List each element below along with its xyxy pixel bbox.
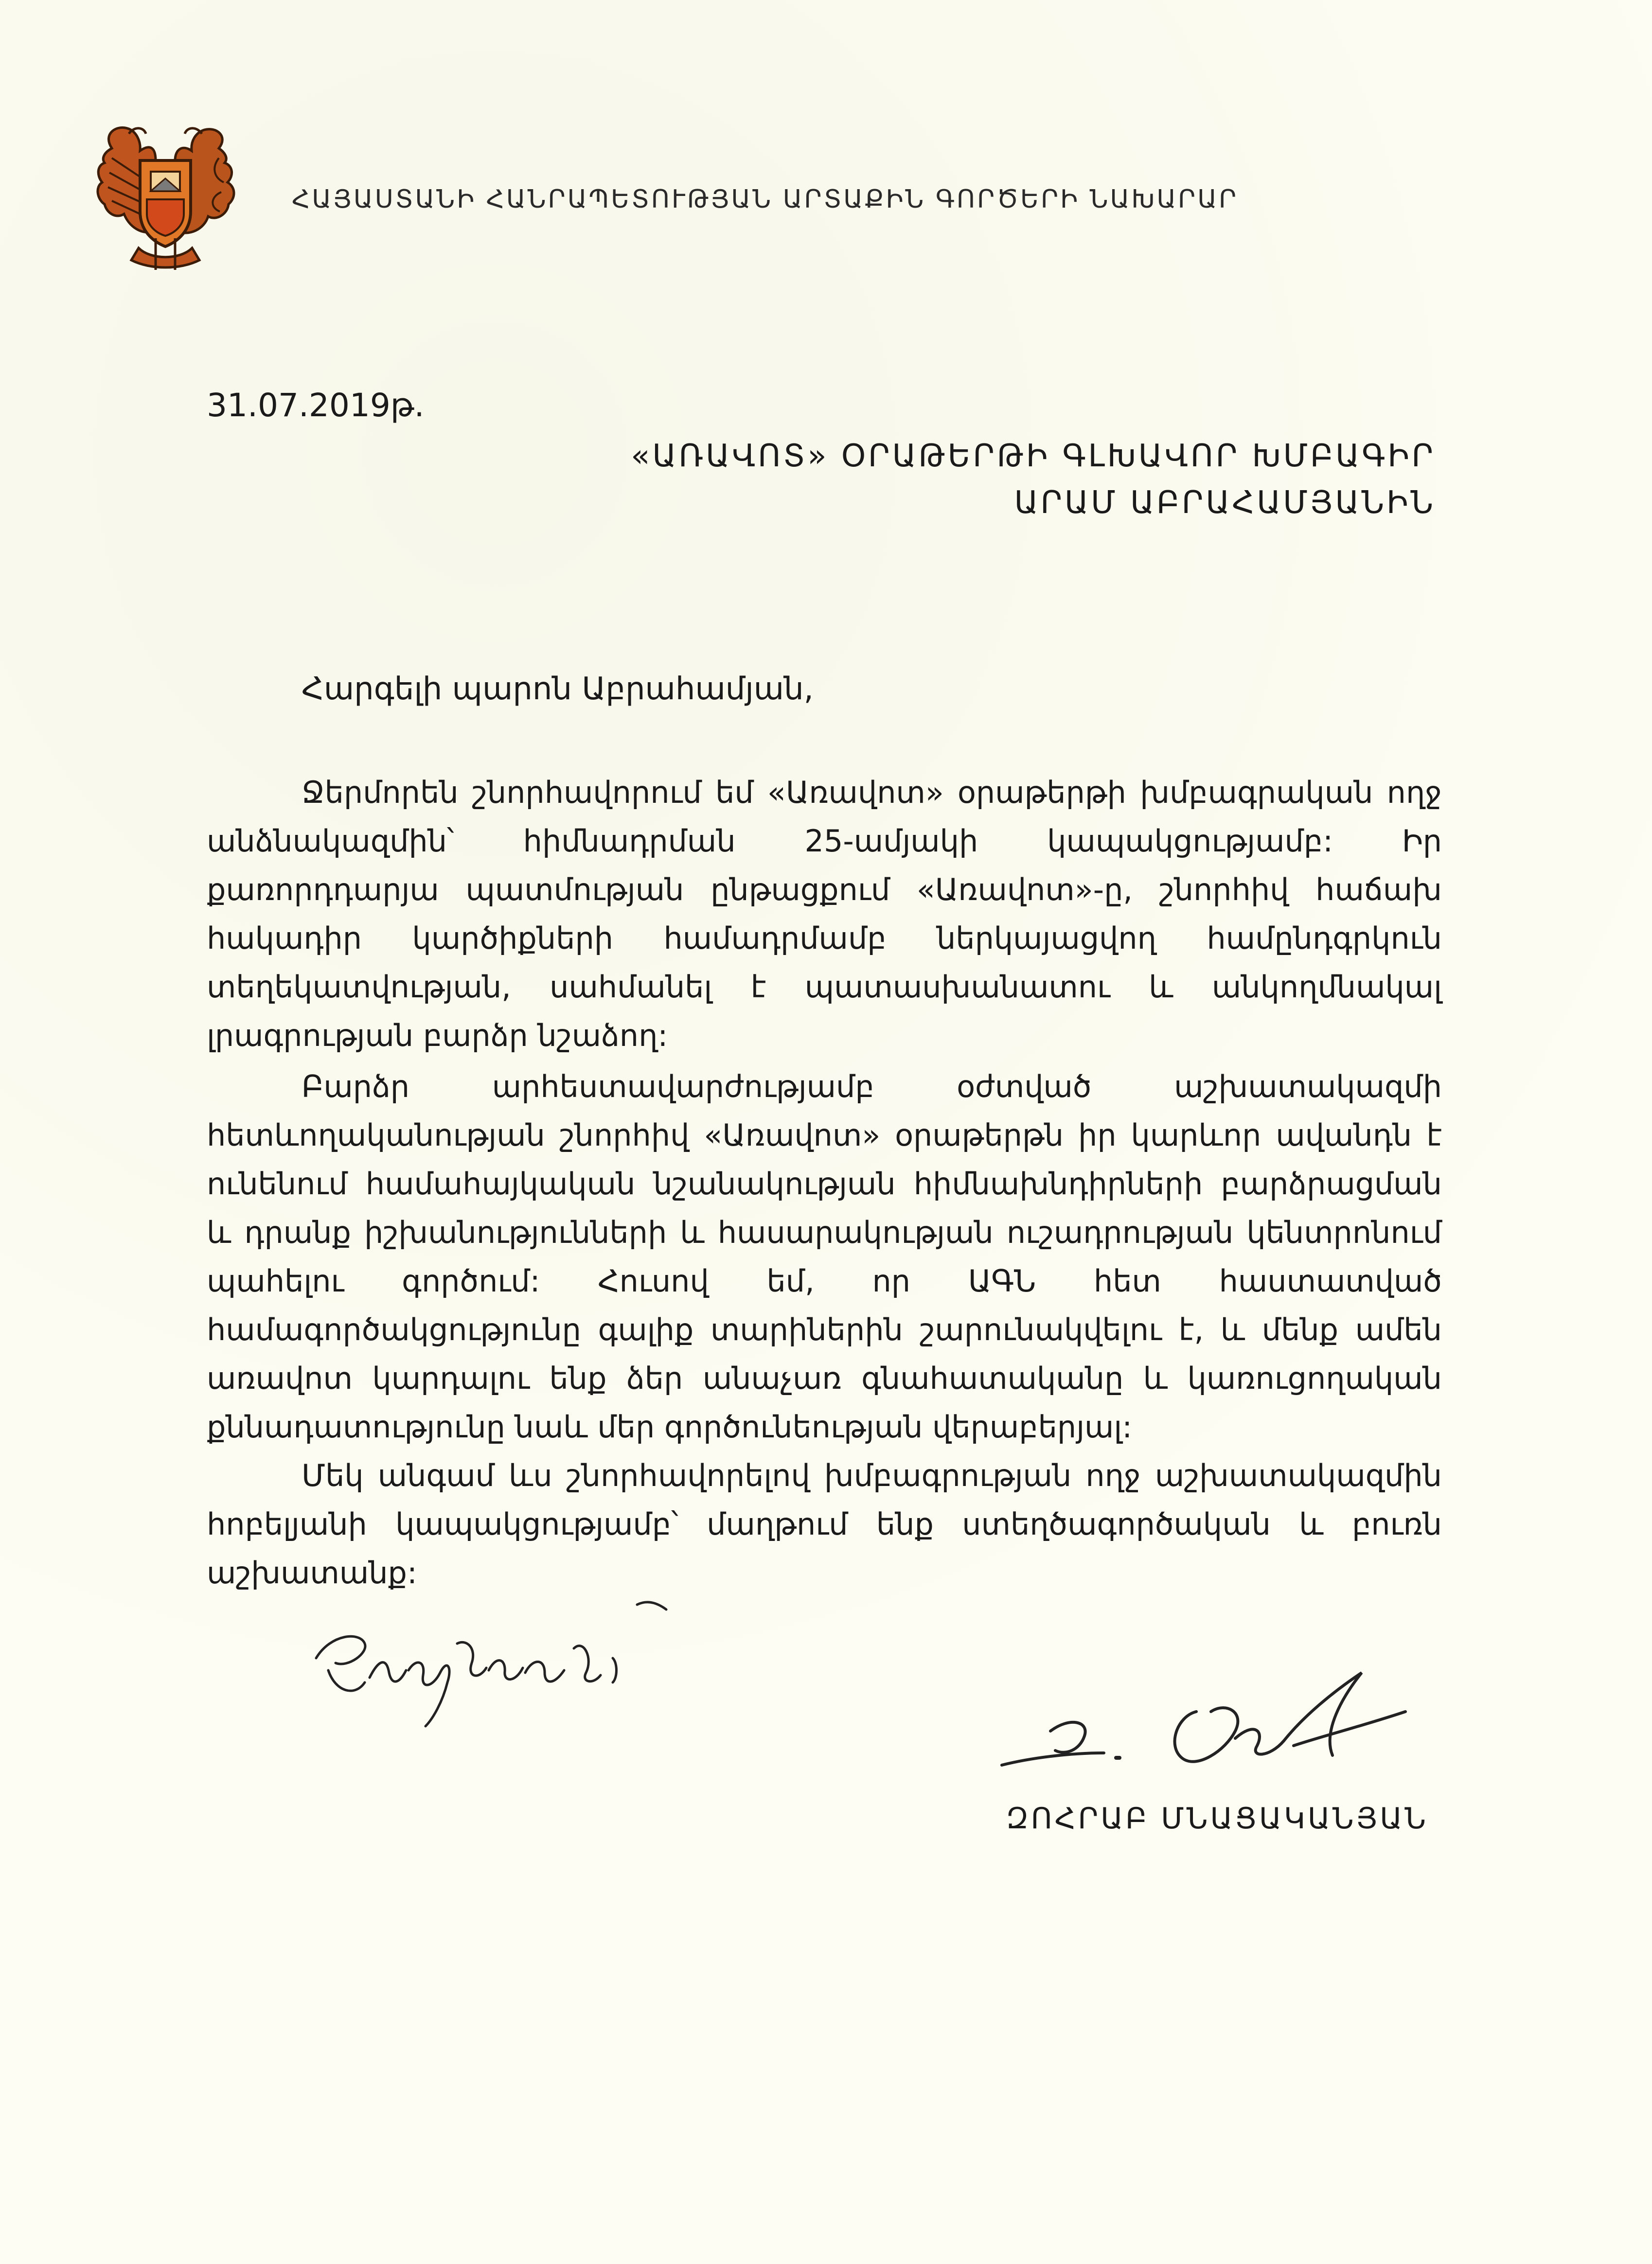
paragraph-1-text: Ջերմորեն շնորհավորում եմ «Առավոտ» օրաթերթի խմբագրական ողջ անձնակազմին՝ հիմնադրման 25-ամյակի կապակցությամբ: Իր քառորդդարյա պատմության ընթացքում «Առավոտ»-ը, շնորհիվ հաճախ հակադիր կարծիքների համադրմամբ ներկայացվող համընդգրկուն տեղեկատվության, սահմանել է պատասխանատու և անկողմնակալ լրագրության բարձր նշաձող: (207, 775, 1442, 1053)
recipient-name: ԱՐԱՄ ԱԲՐԱՀԱՄՅԱՆԻՆ (1014, 485, 1436, 521)
handwritten-note-icon (302, 1585, 691, 1741)
salutation: Հարգելի պարոն Աբրահամյան, (302, 671, 814, 707)
recipient-block (631, 433, 1436, 526)
ministry-header: ՀԱՅԱՍՏԱՆԻ ՀԱՆՐԱՊԵՏՈՒԹՅԱՆ ԱՐՏԱՔԻՆ ԳՈՐԾԵՐԻ ՆԱԽԱՐԱՐ (292, 185, 1239, 214)
paragraph-2 (207, 1062, 1442, 1451)
handwritten-signature-icon (992, 1653, 1430, 1794)
recipient-title: «ԱՌԱՎՈՏ» ՕՐԱԹԵՐԹԻ ԳԼԽԱՎՈՐ ԽՄԲԱԳԻՐ (631, 438, 1436, 474)
paragraph-2-text: Բարձր արհեստավարժությամբ օժտված աշխատակազմի հետևողականության շնորհիվ «Առավոտ» օրաթերթն իր կարևոր ավանդն է ունենում համահայկական նշանակության հիմնախնդիրների բարձրացման և դրանք իշխանությունների և հասարակության ուշադրության կենտրոնում պահելու գործում: Հուսով եմ, որ ԱԳՆ հետ հաստատված համագործակցությունը գալիք տարիներին շարունակվելու է, և մենք ամեն առավոտ կարդալու ենք ձեր անաչառ գնահատականը և կառուցողական քննադատությունը նաև մեր գործունեության վերաբերյալ: (207, 1069, 1442, 1445)
paragraph-3 (207, 1451, 1442, 1597)
signer-name: ԶՈՀՐԱԲ ՄՆԱՑԱԿԱՆՅԱՆ (1006, 1802, 1428, 1836)
paragraph-3-text: Մեկ անգամ ևս շնորհավորելով խմբագրության ողջ աշխատակազմին հոբելյանի կապակցությամբ՝ մաղթում ենք ստեղծագործական և բուռն աշխատանք: (207, 1458, 1442, 1591)
coat-of-arms-icon (83, 114, 248, 280)
letter-date: 31.07.2019թ. (207, 387, 425, 424)
paragraph-1 (207, 768, 1442, 1060)
